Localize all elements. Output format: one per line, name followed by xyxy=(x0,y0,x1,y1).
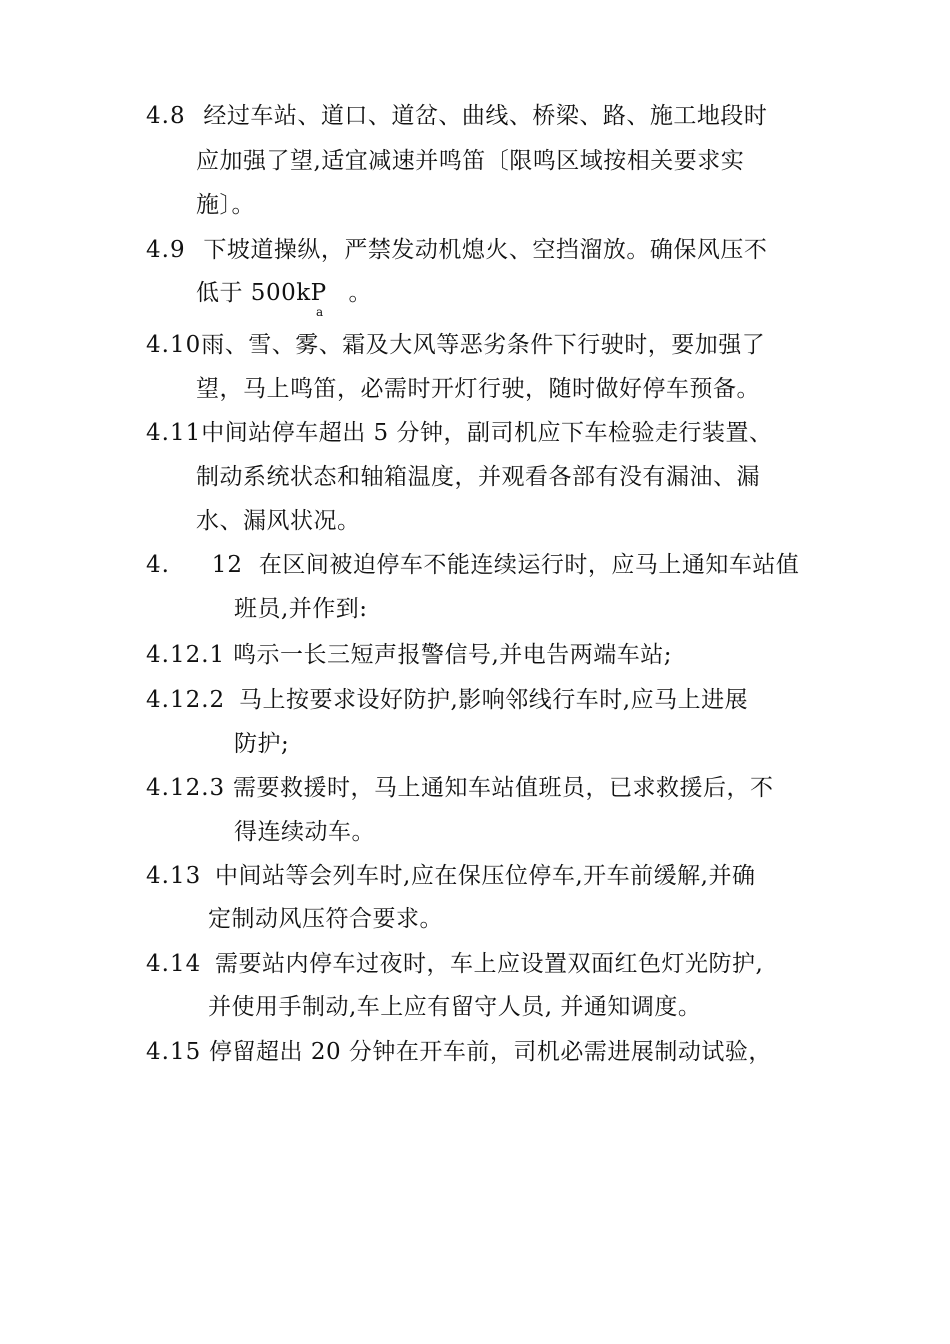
item-4-12-1-line-1 xyxy=(146,640,672,670)
item-4-13-line-2: 定制动风压符合要求。 xyxy=(208,906,443,932)
item-text: 鸣示一长三短声报警信号,并电告两端车站; xyxy=(232,642,673,668)
item-number: 4.10 xyxy=(146,332,202,358)
item-number: 4. xyxy=(146,552,170,578)
item-4-9-line-2 xyxy=(196,278,372,308)
item-number: 4.11 xyxy=(146,420,202,446)
item-text: 雨、雪、雾、霜及大风等恶劣条件下行驶时，要加强了 xyxy=(201,332,766,358)
item-text: 经过车站、道口、道岔、曲线、桥梁、路、施工地段时 xyxy=(203,103,768,129)
item-text: 停留超出 20 分钟在开车前，司机必需进展制动试验， xyxy=(209,1039,772,1065)
item-number: 4.8 xyxy=(146,103,186,129)
item-text: 中间站停车超出 5 分钟，副司机应下车检验走行装置、 xyxy=(201,420,773,446)
item-4-11-line-3: 水、漏风状况。 xyxy=(196,508,361,534)
item-4-12-3-line-2: 得连续动车。 xyxy=(234,819,375,845)
item-text: 需要站内停车过夜时，车上应设置双面红色灯光防护, xyxy=(215,951,764,977)
item-text: 下坡道操纵，严禁发动机熄火、空挡溜放。确保风压不 xyxy=(203,237,768,263)
item-4-12-line-2: 班员,并作到: xyxy=(234,596,368,622)
item-4-13-line-1 xyxy=(146,861,755,891)
item-4-10-line-1 xyxy=(146,330,765,360)
item-4-12-2-line-1 xyxy=(146,685,748,715)
item-4-8-line-3: 施〕。 xyxy=(196,192,255,218)
item-4-9-line-1 xyxy=(146,235,767,265)
item-number-part: 12 xyxy=(211,552,244,578)
item-text: 低于 500kP xyxy=(196,280,327,306)
item-number: 4.13 xyxy=(146,863,202,889)
item-number: 4.15 xyxy=(146,1039,202,1065)
item-number: 4.12.2 xyxy=(146,687,226,713)
item-number: 4.9 xyxy=(146,237,186,263)
item-4-11-line-2: 制动系统状态和轴箱温度，并观看各部有没有漏油、漏 xyxy=(196,464,760,490)
unit-subscript: a xyxy=(316,305,324,319)
item-4-8-line-1 xyxy=(146,101,767,131)
item-4-14-line-1 xyxy=(146,949,763,979)
item-4-12-line-1 xyxy=(146,550,799,580)
item-text: 中间站等会列车时,应在保压位停车,开车前缓解,并确 xyxy=(215,863,756,889)
item-text: 需要救援时，马上通知车站值班员，已求救援后，不 xyxy=(232,775,774,801)
item-number: 4.12.3 xyxy=(146,775,226,801)
item-text: 在区间被迫停车不能连续运行时，应马上通知车站值 xyxy=(258,552,800,578)
item-4-8-line-2: 应加强了望,适宜减速并鸣笛〔限鸣区域按相关要求实 xyxy=(196,148,745,174)
item-number: 4.12.1 xyxy=(146,642,226,668)
item-4-12-2-line-2: 防护; xyxy=(234,731,290,757)
item-number: 4.14 xyxy=(146,951,202,977)
item-4-15-line-1 xyxy=(146,1037,772,1067)
item-text-tail: 。 xyxy=(348,280,372,306)
item-4-11-line-1 xyxy=(146,418,772,448)
item-4-10-line-2: 望，马上鸣笛，必需时开灯行驶，随时做好停车预备。 xyxy=(196,376,760,402)
item-4-14-line-2: 并使用手制动,车上应有留守人员, 并通知调度。 xyxy=(208,994,702,1020)
item-4-12-3-line-1 xyxy=(146,773,773,803)
item-text: 马上按要求设好防护,影响邻线行车时,应马上进展 xyxy=(238,687,749,713)
